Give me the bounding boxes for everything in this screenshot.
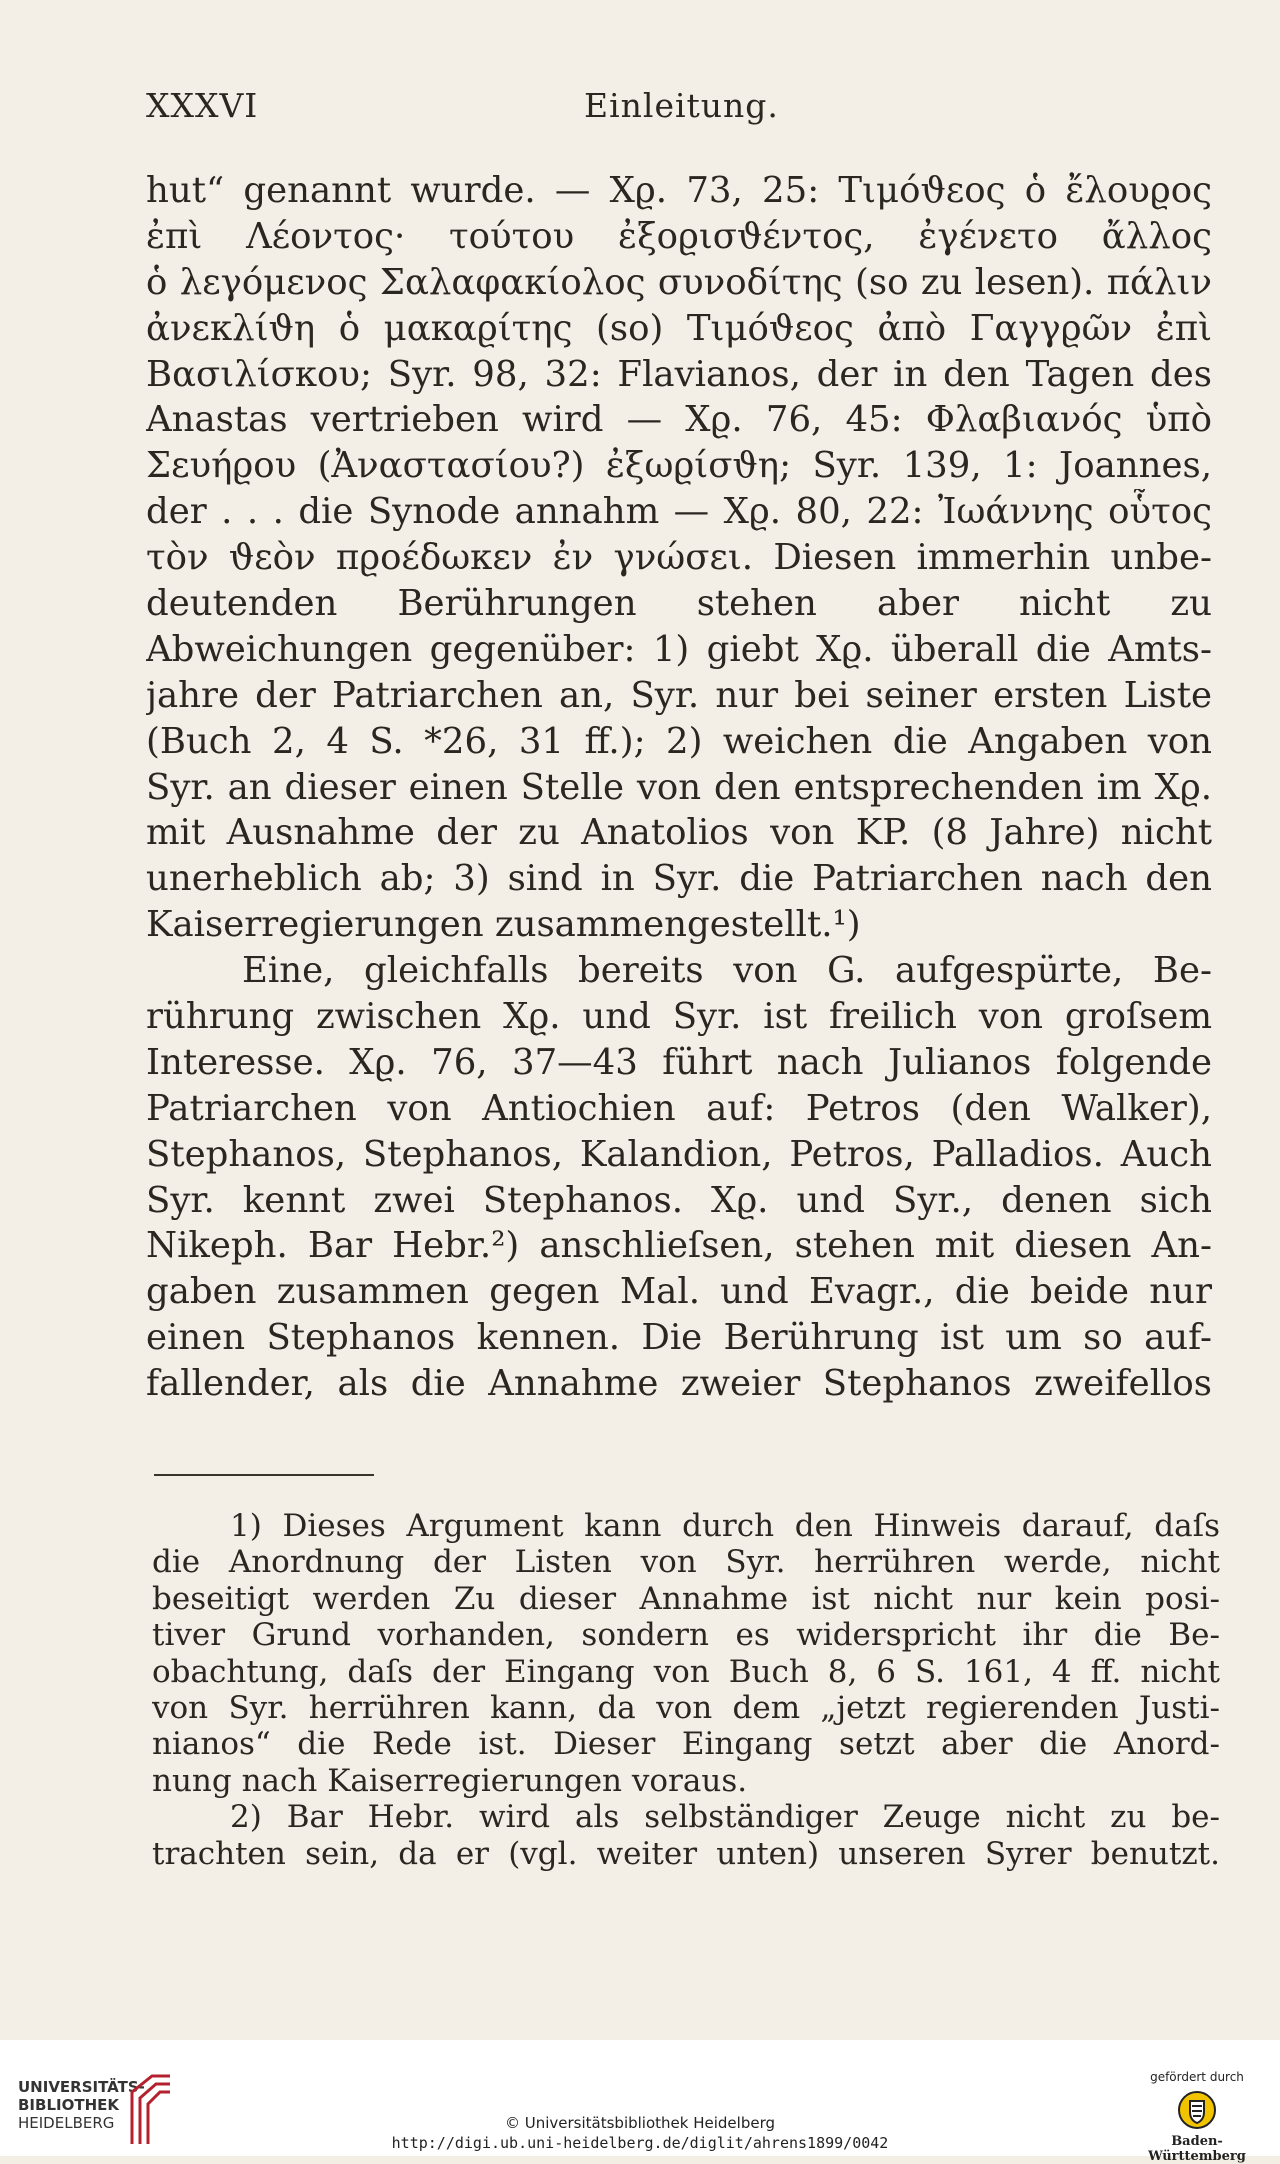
footnote-line: obachtung, daſs der Eingang von Buch 8, 6 S. 161, 4 ff. nicht [152, 1653, 1220, 1690]
body-line: (Buch 2, 4 S. *26, 31 ff.); 2) weichen die Angaben von [146, 720, 1212, 762]
body-line: Anastas vertrieben wird — Χϱ. 76, 45: Φλαβιανός ὑπὸ [146, 399, 1212, 441]
funder-name: Baden-Württemberg [1148, 2134, 1246, 2164]
footnote-rule [154, 1474, 374, 1476]
funded-by-label: gefördert durch [1150, 2070, 1244, 2084]
body-line: Abweichungen gegenüber: 1) giebt Χϱ. überall die Amts- [146, 628, 1212, 670]
body-text [146, 168, 1212, 1407]
footnote-line: von Syr. herrühren kann, da von dem „jetzt regierenden Justi- [152, 1689, 1220, 1726]
body-line: Stephanos, Stephanos, Kalandion, Petros, Palladios. Auch [146, 1133, 1212, 1175]
running-head [146, 86, 1146, 126]
body-line: deutenden Berührungen stehen aber nicht zu [146, 583, 1212, 625]
footnotes [152, 1508, 1220, 1872]
footnote-line: nung nach Kaiserregierungen voraus. [152, 1762, 748, 1799]
footnote-line: 1) Dieses Argument kann durch den Hinweis darauf, daſs [230, 1508, 1220, 1544]
body-line: Nikeph. Bar Hebr.²) anschlieſsen, stehen mit diesen An- [146, 1225, 1212, 1267]
body-line: der . . . die Synode annahm — Χϱ. 80, 22: Ἰωάννης οὗτος [146, 491, 1212, 533]
footnote-line: beseitigt werden Zu dieser Annahme ist nicht nur kein posi- [152, 1580, 1220, 1617]
body-line: fallender, als die Annahme zweier Stephanos zweifellos [146, 1363, 1212, 1405]
library-name-line: BIBLIOTHEK [18, 2096, 119, 2114]
footnote-line: tiver Grund vorhanden, sondern es widerspricht ihr die Be- [152, 1617, 1220, 1654]
body-line: Βασιλίσκου; Syr. 98, 32: Flavianos, der in den Tagen des [146, 353, 1212, 395]
funding-credit [1132, 2070, 1262, 2164]
body-line: ἀνεκλίϑη ὁ μακαϱίτης (so) Τιμόϑεος ἀπὸ Γαγγϱῶν ἐπὶ [146, 307, 1212, 349]
body-line: τὸν ϑεὸν πϱοέδωκεν ἐν γνώσει. Diesen immerhin unbe- [146, 537, 1212, 579]
page-number: XXXVI [146, 86, 259, 125]
body-line: ἐπὶ Λέοντος· τούτου ἐξοϱισϑέντος, ἐγένετο ἄλλος [146, 215, 1212, 257]
body-line: gaben zusammen gegen Mal. und Evagr., die beide nur [146, 1271, 1212, 1313]
coat-of-arms-icon [1177, 2090, 1217, 2130]
body-line: hut“ genannt wurde. — Χϱ. 73, 25: Τιμόϑεος ὁ ἔλουϱος [146, 170, 1212, 211]
body-line: Kaiserregierungen zusammengestellt.¹) [146, 904, 861, 946]
body-line: Interesse. Χϱ. 76, 37—43 führt nach Julianos folgende [146, 1041, 1212, 1083]
body-line: Syr. an dieser einen Stelle von den entsprechenden im Χϱ. [146, 766, 1212, 808]
body-line: jahre der Patriarchen an, Syr. nur bei seiner ersten Liste [146, 674, 1212, 716]
body-line: mit Ausnahme der zu Anatolios von KP. (8 Jahre) nicht [146, 812, 1212, 854]
library-name-line: UNIVERSITÄTS- [18, 2078, 145, 2096]
footer-bar [0, 2040, 1280, 2164]
footnote-line: nianos“ die Rede ist. Dieser Eingang setzt aber die Anord- [152, 1726, 1220, 1763]
body-line: unerheblich ab; 3) sind in Syr. die Patriarchen nach den [146, 858, 1212, 900]
body-line: Patriarchen von Antiochien auf: Petros (den Walker), [146, 1087, 1212, 1129]
library-name-line: HEIDELBERG [18, 2114, 115, 2132]
footnote-line: trachten sein, da er (vgl. weiter unten) unseren Syrer benutzt. [152, 1835, 1220, 1872]
body-line: Eine, gleichfalls bereits von G. aufgespürte, Be- [242, 950, 1212, 992]
footnote-line: 2) Bar Hebr. wird als selbständiger Zeuge nicht zu be- [230, 1799, 1220, 1836]
permalink-url[interactable]: http://digi.ub.uni-heidelberg.de/diglit/ahrens1899/0042 [391, 2134, 889, 2152]
body-line: ὁ λεγόμενος Σαλαφακίολος συνοδίτης (so zu lesen). πάλιν [146, 261, 1212, 303]
body-line: einen Stephanos kennen. Die Berührung ist um so auf- [146, 1317, 1212, 1359]
copyright-notice: © Universitätsbibliothek Heidelberg [504, 2114, 775, 2132]
footnote-line: die Anordnung der Listen von Syr. herrühren werde, nicht [152, 1544, 1220, 1581]
body-line: rührung zwischen Χϱ. und Syr. ist freilich von groſsem [146, 996, 1212, 1038]
body-line: Syr. kennt zwei Stephanos. Χϱ. und Syr., denen sich [146, 1179, 1212, 1221]
body-line: Σευήϱου (Ἀναστασίου?) ἐξωϱίσϑη; Syr. 139, 1: Joannes, [146, 445, 1212, 487]
running-title: Einleitung. [584, 86, 779, 125]
